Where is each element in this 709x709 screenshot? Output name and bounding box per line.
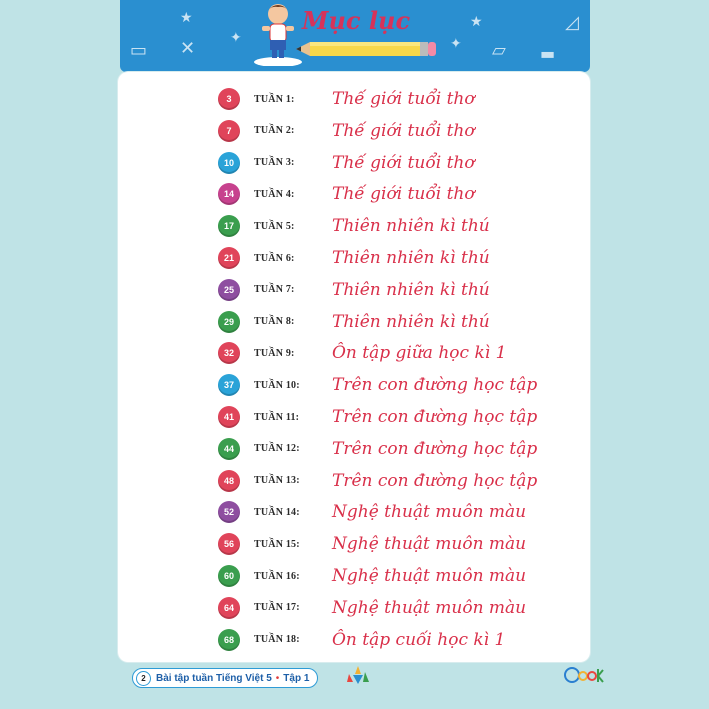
topic-title: Thiên nhiên kì thú [332,279,490,300]
book-icon: ▭ [130,40,148,61]
page-number-badge: 29 [218,311,240,333]
week-label: TUẦN 10: [254,379,300,391]
page-number-badge: 3 [218,88,240,110]
page-number: 2 [136,671,151,686]
week-label: TUẦN 5: [254,220,295,232]
publisher-logo [343,662,373,692]
week-label: TUẦN 9: [254,347,295,359]
toc-row [218,118,578,144]
toc-row [218,436,578,462]
toc-row [218,372,578,398]
toc-row [218,627,578,653]
toc-row [218,213,578,239]
star-icon: ✦ [230,30,242,46]
topic-title: Trên con đường học tập [332,407,538,427]
toc-row [218,468,578,494]
topic-title: Trên con đường học tập [332,438,538,459]
week-label: TUẦN 17: [254,602,300,614]
toc-row [218,499,578,525]
topic-title: Thế giới tuổi thơ [332,184,475,205]
page-number-badge: 32 [218,342,240,364]
week-label: TUẦN 6: [254,252,295,264]
topic-title: Nghệ thuật muôn màu [332,534,527,555]
page-number-badge: 56 [218,533,240,555]
page-number-badge: 7 [218,120,240,142]
topic-title: Trên con đường học tập [332,470,538,491]
week-label: TUẦN 3: [254,157,295,169]
week-label: TUẦN 7: [254,284,295,296]
week-label: TUẦN 4: [254,188,295,200]
page-number-badge: 25 [218,279,240,301]
week-label: TUẦN 8: [254,316,295,328]
topic-title: Thế giới tuổi thơ [332,120,475,141]
page-number-badge: 64 [218,597,240,619]
week-label: TUẦN 2: [254,125,295,137]
ruler-icon: ▬ [540,44,556,63]
page-number-badge: 17 [218,215,240,237]
footer-separator: • [275,672,280,684]
toc-row [218,150,578,176]
topic-title: Thiên nhiên kì thú [332,216,490,237]
week-label: TUẦN 1: [254,93,295,105]
toc-row [218,563,578,589]
page-number-badge: 14 [218,183,240,205]
page-number-badge: 48 [218,470,240,492]
book-title: Bài tập tuần Tiếng Việt 5 [156,672,272,684]
star-icon: ★ [180,10,193,26]
toc-card [118,72,590,662]
star-icon: ✦ [450,36,462,52]
footer-bar [132,668,318,688]
page-title: Mục lục [301,6,411,35]
toc-row [218,531,578,557]
topic-title: Nghệ thuật muôn màu [332,502,527,523]
page-title-wrap [296,2,416,42]
paper-icon: ▱ [492,40,506,61]
toc-row [218,86,578,112]
toc-row [218,245,578,271]
topic-title: Thế giới tuổi thơ [332,89,475,109]
topic-title: Ôn tập cuối học kì 1 [332,629,506,650]
page-number-badge: 44 [218,438,240,460]
star-icon: ★ [470,14,483,30]
toc-list [118,72,590,662]
topic-title: Trên con đường học tập [332,375,538,396]
topic-title: Nghệ thuật muôn màu [332,597,527,618]
cross-icon: ✕ [180,38,196,59]
toc-row [218,404,578,430]
toc-row [218,181,578,207]
page-number-badge: 10 [218,152,240,174]
topic-title: Thế giới tuổi thơ [332,152,475,173]
page-number-badge: 68 [218,629,240,651]
page-number-badge: 60 [218,565,240,587]
topic-title: Thiên nhiên kì thú [332,311,490,332]
week-label: TUẦN 12: [254,443,300,455]
toc-row [218,595,578,621]
week-label: TUẦN 13: [254,475,300,487]
volume-label: Tập 1 [283,672,310,684]
topic-title: Thiên nhiên kì thú [332,248,490,268]
page-number-badge: 37 [218,374,240,396]
page-number-badge: 21 [218,247,240,269]
toc-row [218,309,578,335]
page-number-badge: 41 [218,406,240,428]
triangle-icon: ◿ [565,12,579,33]
brand-logo [564,666,604,684]
week-label: TUẦN 16: [254,570,300,582]
week-label: TUẦN 15: [254,538,300,550]
toc-row [218,277,578,303]
page-number-badge: 52 [218,501,240,523]
week-label: TUẦN 18: [254,634,300,646]
topic-title: Ôn tập giữa học kì 1 [332,343,507,364]
week-label: TUẦN 11: [254,411,300,423]
topic-title: Nghệ thuật muôn màu [332,566,527,586]
week-label: TUẦN 14: [254,506,300,518]
toc-row [218,340,578,366]
